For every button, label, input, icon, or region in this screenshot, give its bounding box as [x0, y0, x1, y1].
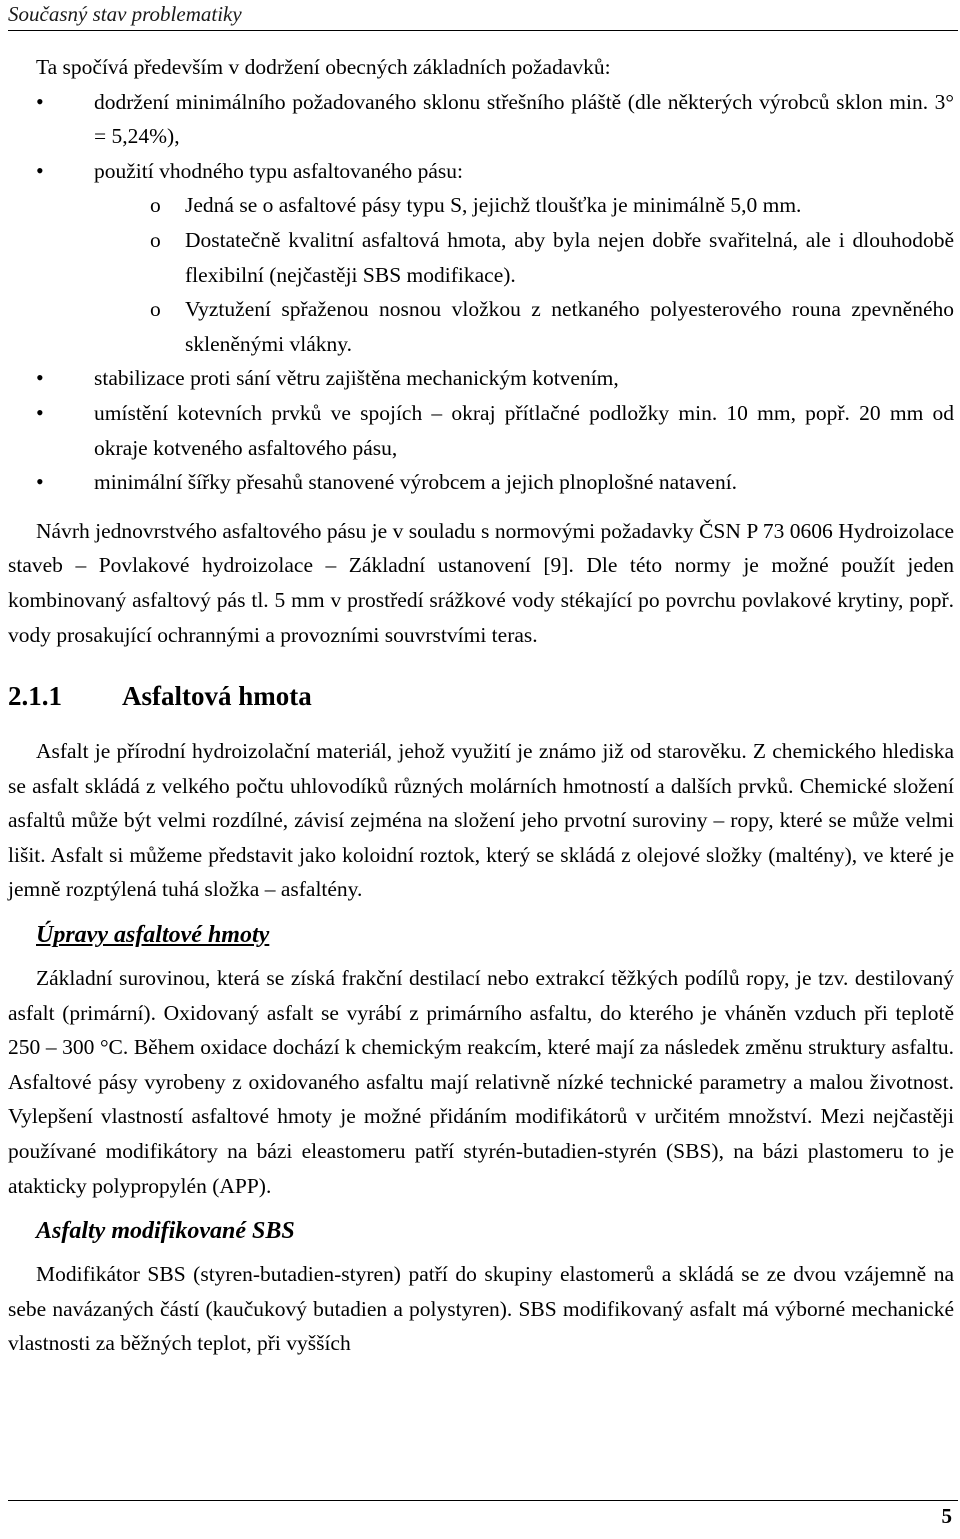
page-body [8, 50, 954, 1361]
subsection-heading-sbs: Asfalty modifikované SBS [36, 1218, 295, 1245]
list-item-text: použití vhodného typu asfaltovaného pásu: [94, 158, 464, 183]
sub-list-item: o Jedná se o asfaltové pásy typu S, jejichž tloušťka je minimálně 5,0 mm. [8, 188, 954, 223]
asphalt-paragraph: Asfalt je přírodní hydroizolační materiál, jehož využití je známo již od starověku. Z chemického hlediska se asfalt skládá z velkého počtu uhlovodíků různých molárních hmotností a dalších prvků. Chemické složení asfaltů může být velmi rozdílné, závisí zejména na složení jeho prvotní suroviny – ropy, které se může velmi lišit. Asfalt si můžeme představit jako koloidní roztok, který se skládá z olejové složky (maltény), ve které je jemně rozptýlená tuhá složka – asfaltény. [8, 739, 954, 902]
requirements-list [8, 85, 954, 500]
intro-paragraph: Ta spočívá především v dodržení obecných základních požadavků: [36, 55, 611, 79]
subsection-heading-upravy: Úpravy asfaltové hmoty [36, 922, 270, 949]
page-number: 5 [941, 1504, 952, 1528]
sub-list [94, 188, 954, 361]
sub-list-item: o Dostatečně kvalitní asfaltová hmota, aby byla nejen dobře svařitelná, ale i dlouhodobě flexibilní (nejčastěji SBS modifikace). [8, 223, 954, 292]
sub-list-item: o Vyztužení spřaženou nosnou vložkou z netkaného polyesterového rouna zpevněného skleněnými vlákny. [8, 292, 954, 361]
section-title: Asfaltová hmota [122, 681, 312, 712]
list-item: • umístění kotevních prvků ve spojích – okraj přítlačné podložky min. 10 mm, popř. 20 mm od okraje kotveného asfaltového pásu, [8, 396, 954, 465]
list-item: • dodržení minimálního požadovaného sklonu střešního pláště (dle některých výrobců sklon min. 3° = 5,24%), [8, 85, 954, 154]
sbs-paragraph: Modifikátor SBS (styren-butadien-styren) patří do skupiny elastomerů a skládá se ze dvou vzájemně na sebe navázaných částí (kaučukový butadien a polystyren). SBS modifikovaný asfalt má výborné mechanické vlastnosti za běžných teplot, při vyšších [8, 1262, 954, 1356]
section-number: 2.1.1 [8, 681, 62, 712]
list-item: • stabilizace proti sání větru zajištěna mechanickým kotvením, [8, 361, 954, 396]
list-item: • minimální šířky přesahů stanovené výrobcem a jejich plnoplošné natavení. [8, 465, 954, 500]
modifications-paragraph: Základní surovinou, která se získá frakční destilací nebo extrakcí těžkých podílů ropy, je tzv. destilovaný asfalt (primární). Oxidovaný asfalt se vyrábí z primárního asfaltu, do kterého je vháněn vzduch při teplotě 250 – 300 °C. Během oxidace dochází k chemickým reakcím, které mají za následek změnu struktury asfaltu. Asfaltové pásy vyrobeny z oxidovaného asfaltu mají relativně nízké technické parametry a malou životnost. Vylepšení vlastností asfaltové hmoty je možné přidáním modifikátorů v určitém množství. Mezi nejčastěji používané modifikátory na bázi eleastomeru patří styrén-butadien-styrén (SBS), na bázi plastomeru to je atakticky polypropylén (APP). [8, 966, 954, 1198]
footer-divider [8, 1500, 958, 1501]
section-heading [8, 676, 954, 716]
list-item [8, 154, 954, 362]
design-paragraph: Návrh jednovrstvého asfaltového pásu je v souladu s normovými požadavky ČSN P 73 0606 Hydroizolace staveb – Povlakové hydroizolace – Základní ustanovení [9]. Dle této normy je možné použít jeden kombinovaný asfaltový pás tl. 5 mm v prostředí srážkové vody stékající po povrchu povlakové krytiny, popř. vody prosakující ochrannými a provozními souvrstvími teras. [8, 518, 954, 647]
running-header: Současný stav problematiky [8, 0, 958, 31]
